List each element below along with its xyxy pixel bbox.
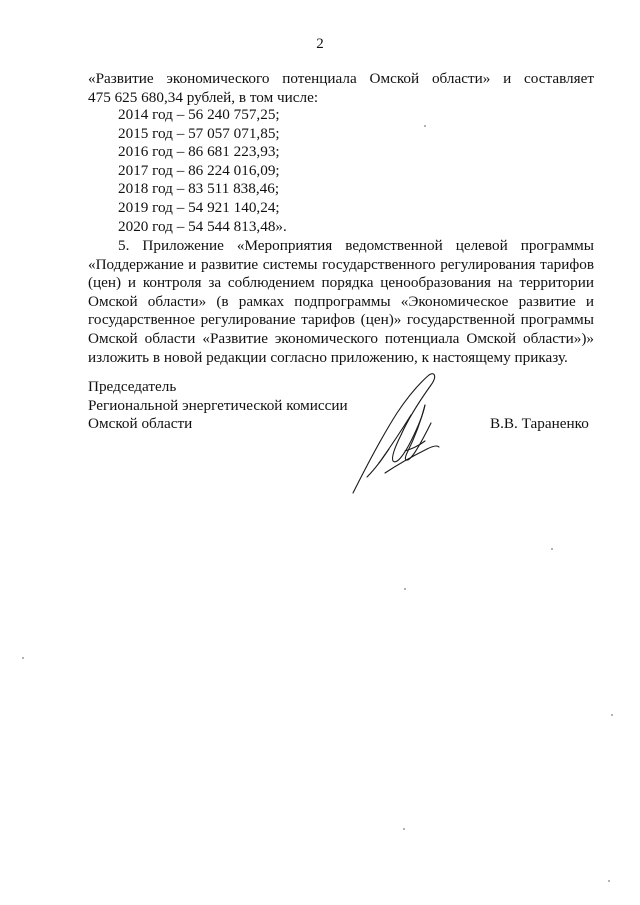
- signatory-title-line-1: Председатель: [88, 378, 177, 395]
- year-item-2014: 2014 год – 56 240 757,25;: [118, 106, 280, 123]
- scan-speck: [404, 588, 406, 590]
- year-item-2017: 2017 год – 86 224 016,09;: [118, 161, 280, 179]
- year-item-2018: 2018 год – 83 511 838,46;: [118, 180, 280, 198]
- clause-5-line-4: Омской области» (в рамках подпрограммы «Экономическое развитие и: [88, 292, 594, 310]
- scan-speck: [611, 714, 613, 716]
- handwritten-signature: [345, 365, 455, 500]
- signer-name: В.В. Тараненко: [490, 415, 589, 432]
- year-item-2020: 2020 год – 54 544 813,48».: [118, 217, 287, 235]
- clause-5-line-2: «Поддержание и развитие системы государственного регулирования тарифов: [88, 255, 594, 273]
- clause-5-line-6: Омской области «Развитие экономического потенциала Омской области»)»: [88, 329, 594, 347]
- clause-5-paragraph: [88, 237, 594, 367]
- intro-line-1: «Развитие экономического потенциала Омской области» и составляет: [88, 70, 594, 87]
- signatory-title: [88, 378, 348, 434]
- scan-speck: [22, 657, 24, 659]
- scan-speck: [403, 828, 405, 830]
- intro-paragraph: [88, 70, 594, 107]
- year-item-2019: 2019 год – 54 921 140,24;: [118, 198, 280, 216]
- signatory-title-line-2: Региональной энергетической комиссии: [88, 396, 348, 414]
- year-item-2016: 2016 год – 86 681 223,93;: [118, 143, 280, 161]
- clause-5-line-5: государственное регулирование тарифов (цен)» государственной программы: [88, 311, 594, 329]
- intro-line-2: 475 625 680,34 рублей, в том числе:: [88, 88, 319, 106]
- clause-5-line-7: изложить в новой редакции согласно приложению, к настоящему приказу.: [88, 348, 568, 366]
- page-number: 2: [316, 36, 324, 52]
- year-item-2015: 2015 год – 57 057 071,85;: [118, 124, 280, 142]
- clause-5-line-1: 5. Приложение «Мероприятия ведомственной целевой программы: [118, 237, 594, 254]
- scan-speck: [424, 125, 426, 127]
- clause-5-line-3: (цен) и контроля за соблюдением порядка ценообразования на территории: [88, 274, 594, 292]
- signatory-title-line-3: Омской области: [88, 415, 193, 433]
- scan-speck: [608, 880, 610, 882]
- year-amount-list: [118, 106, 287, 236]
- scan-speck: [551, 548, 553, 550]
